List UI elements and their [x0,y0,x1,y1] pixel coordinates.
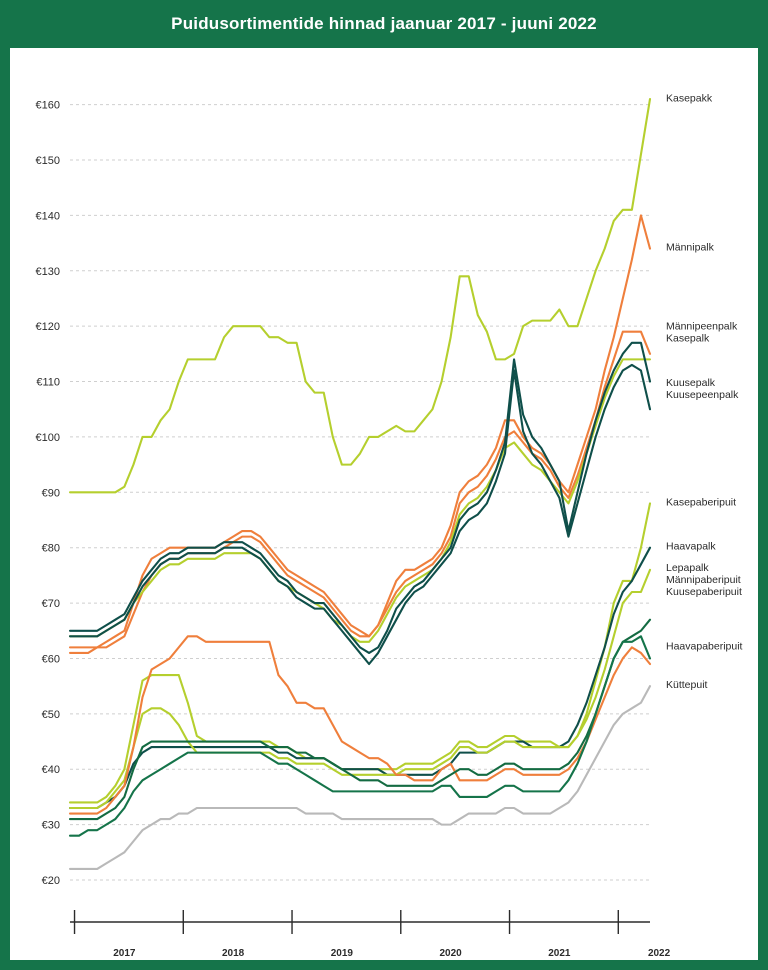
y-axis-tick-label: €40 [41,764,60,777]
series-label: Kuusepalk [666,377,716,390]
series-line [70,99,650,492]
y-axis-tick-label: €140 [35,210,60,223]
series-label: Küttepuit [666,679,708,692]
y-axis-tick-label: €20 [41,875,60,887]
y-axis-tick-label: €70 [41,598,60,611]
line-chart [10,48,758,960]
y-axis-tick-label: €110 [36,376,60,389]
y-axis-tick-label: €120 [35,321,60,334]
series-label: Haavapalk [666,540,716,553]
series-line [70,620,650,819]
x-axis-tick-label: 2018 [222,948,245,959]
series-label: Kasepalk [666,332,710,345]
y-axis-tick-label: €90 [41,487,60,500]
series-label: Kasepakk [666,92,713,105]
y-axis-tick-label: €30 [41,819,60,832]
y-axis-tick-label: €50 [41,708,60,721]
x-axis-tick-label: 2019 [330,948,353,959]
x-axis-tick-label: 2021 [548,948,571,959]
y-axis-tick-label: €80 [41,542,60,555]
page-title: Puidusortimentide hinnad jaanuar 2017 - juuni 2022 [171,14,597,33]
chart-plot-area [10,48,758,960]
series-label: Männipalk [666,241,714,254]
y-axis-tick-label: €150 [35,155,60,167]
y-axis-tick-label: €160 [35,99,60,112]
x-axis-tick-label: 2017 [113,948,136,959]
y-axis-tick-label: €130 [35,265,60,278]
x-axis-tick-label: 2022 [647,948,671,959]
y-axis-tick-label: €60 [41,653,60,666]
series-line [70,365,650,664]
x-axis-tick-label: 2020 [439,948,462,959]
y-axis-tick-label: €100 [35,431,60,444]
series-label: Lepapalk [666,561,709,574]
series-label: Männipeenpalk [666,320,738,333]
series-label: Männipaberipuit [666,573,741,586]
series-label: Kuusepeenpalk [666,389,739,402]
series-line [70,343,650,653]
series-label: Kasepaberipuit [666,496,737,509]
series-line [70,215,650,647]
series-label: Haavapaberipuit [666,640,743,653]
series-label: Kuusepaberipuit [666,585,742,598]
chart-title-bar [10,0,758,48]
